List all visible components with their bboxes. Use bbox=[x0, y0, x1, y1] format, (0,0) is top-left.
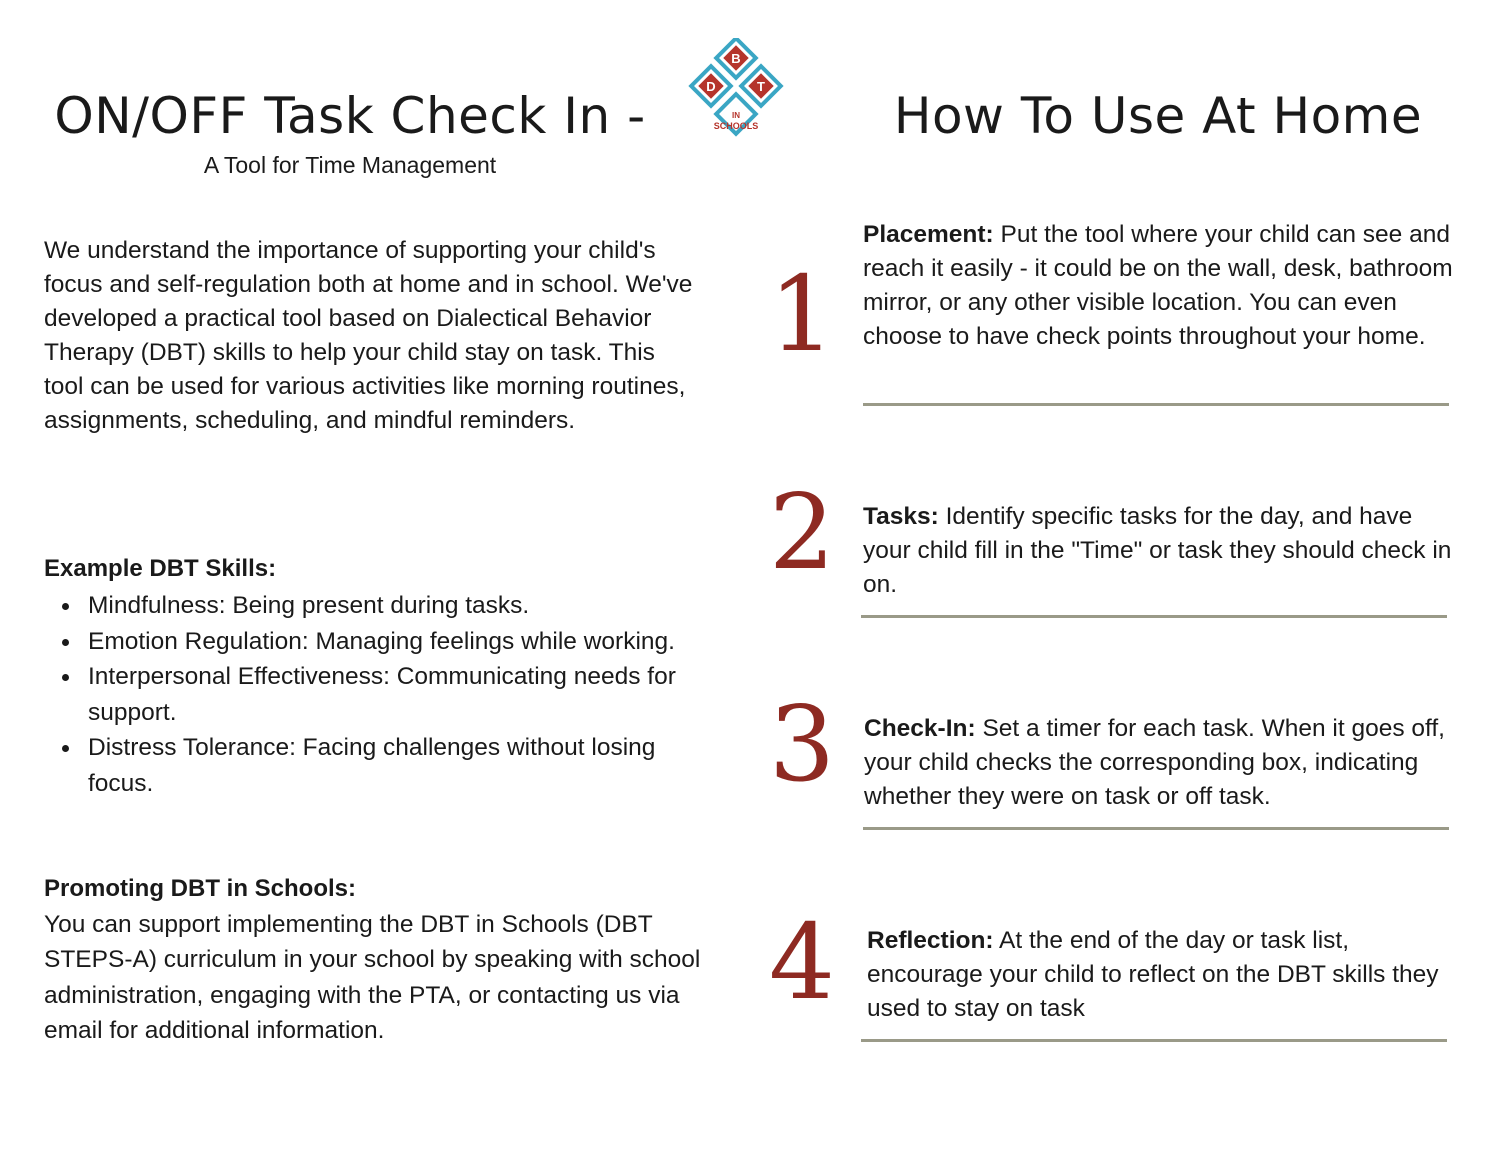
step-description: At the end of the day or task list, encourage your child to reflect on the DBT skills they used to stay on task bbox=[867, 927, 1439, 1022]
logo-letter-d: D bbox=[706, 79, 716, 94]
step-text-1 bbox=[863, 218, 1453, 354]
skills-list bbox=[44, 588, 704, 801]
skill-text: Mindfulness: Being present during tasks. bbox=[88, 592, 530, 619]
page-subtitle: A Tool for Time Management bbox=[203, 152, 497, 178]
step-number-3: 3 bbox=[768, 683, 836, 805]
promo-heading: Promoting DBT in Schools: bbox=[44, 875, 356, 902]
step-text-4 bbox=[867, 924, 1457, 1026]
skill-text: Interpersonal Effectiveness: Communicating needs for support. bbox=[88, 663, 676, 726]
step-number-4: 4 bbox=[768, 901, 836, 1023]
skill-text: Distress Tolerance: Facing challenges without losing focus. bbox=[88, 734, 656, 797]
list-item bbox=[44, 730, 704, 801]
step-text-2 bbox=[863, 500, 1453, 602]
logo-letter-b: B bbox=[731, 51, 741, 66]
divider bbox=[863, 403, 1449, 406]
step-text-3 bbox=[864, 712, 1454, 814]
divider bbox=[861, 1039, 1447, 1042]
page-title: ON/OFF Task Check In - bbox=[54, 87, 646, 145]
skill-text: Emotion Regulation: Managing feelings while working. bbox=[88, 627, 675, 655]
step-number-2: 2 bbox=[768, 471, 836, 593]
promo-paragraph: You can support implementing the DBT in Schools (DBT STEPS-A) curriculum in your school by speaking with school administration, engaging with the PTA, or contacting us via email for additional information. bbox=[44, 911, 701, 1044]
section-title-how-to-use: How To Use At Home bbox=[893, 87, 1423, 145]
step-description: Set a timer for each task. When it goes off, your child checks the corresponding box, indicating whether they were on task or off task. bbox=[864, 715, 1445, 810]
bullet-icon bbox=[62, 639, 69, 646]
logo-caption-schools: SCHOOLS bbox=[713, 121, 759, 131]
step-description: Put the tool where your child can see and reach it easily - it could be on the wall, desk, bathroom mirror, or any other visible location. You can even choose to have check points throughout your home. bbox=[863, 221, 1453, 350]
step-label: Placement: bbox=[863, 221, 994, 248]
logo-letter-t: T bbox=[757, 79, 765, 94]
divider bbox=[861, 615, 1447, 618]
list-item bbox=[44, 624, 704, 660]
bullet-icon bbox=[62, 674, 69, 681]
dbt-in-schools-logo bbox=[676, 38, 796, 138]
step-description: Identify specific tasks for the day, and have your child fill in the "Time" or task they should check in on. bbox=[863, 503, 1452, 598]
step-label: Check-In: bbox=[864, 715, 976, 742]
divider bbox=[863, 827, 1449, 830]
list-item bbox=[44, 659, 704, 730]
intro-paragraph: We understand the importance of supporting your child's focus and self-regulation both at home and in school. We've developed a practical tool based on Dialectical Behavior Therapy (DBT) skills to help your child stay on task. This tool can be used for various activities like morning routines, assignments, scheduling, and mindful reminders. bbox=[44, 237, 693, 434]
step-label: Reflection: bbox=[867, 927, 994, 954]
step-label: Tasks: bbox=[863, 503, 939, 530]
list-item bbox=[44, 588, 704, 624]
bullet-icon bbox=[62, 745, 69, 752]
skills-heading: Example DBT Skills: bbox=[44, 555, 277, 582]
step-number-1: 1 bbox=[768, 253, 836, 375]
bullet-icon bbox=[62, 603, 69, 610]
logo-caption-in: IN bbox=[732, 111, 740, 120]
